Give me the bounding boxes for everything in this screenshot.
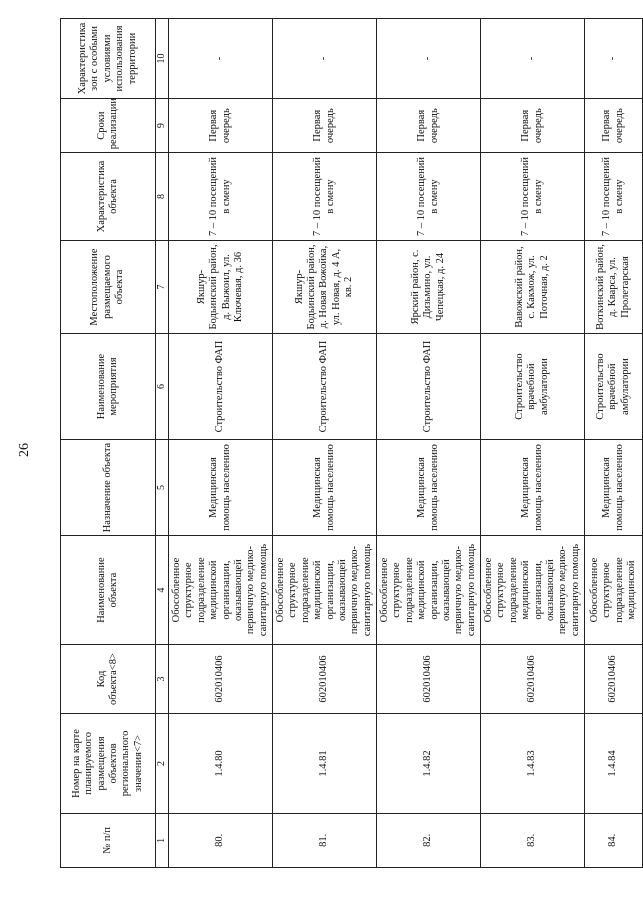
column-number: 5 [156, 439, 169, 536]
cell-action: Строительство врачебной амбулатории [585, 334, 643, 440]
cell-term: Первая очередь [377, 99, 481, 153]
cell-location: Вавожский район, с. Какмож, ул. Поточная, д. 2 [481, 240, 585, 333]
cell-term: Первая очередь [585, 99, 643, 153]
column-number-row [156, 19, 169, 868]
cell-no: 82. [377, 813, 481, 867]
header-cell: Сроки реализации [61, 99, 156, 153]
header-cell: Номер на карте планируемого размещения объектов регионального значения<7> [61, 714, 156, 814]
cell-purpose: Медицинская помощь населению [585, 439, 643, 536]
cell-action: Строительство ФАП [169, 334, 273, 440]
cell-map-no: 1.4.80 [169, 714, 273, 814]
header-cell: Код объекта<8> [61, 644, 156, 713]
cell-term: Первая очередь [273, 99, 377, 153]
objects-table [60, 18, 643, 868]
cell-no: 83. [481, 813, 585, 867]
cell-term: Первая очередь [481, 99, 585, 153]
header-cell: Назначение объекта [61, 439, 156, 536]
cell-name: Обособленное структурное подразделение медицинской организации, оказывающей первичную медико-санитарную помощь [377, 536, 481, 645]
cell-zones: - [273, 19, 377, 99]
header-cell: Характеристика объекта [61, 153, 156, 240]
cell-map-no: 1.4.81 [273, 714, 377, 814]
cell-zones: - [481, 19, 585, 99]
cell-action: Строительство ФАП [377, 334, 481, 440]
cell-action: Строительство ФАП [273, 334, 377, 440]
cell-no: 80. [169, 813, 273, 867]
cell-characteristic: 7 – 10 посещений в смену [377, 153, 481, 240]
column-number: 9 [156, 99, 169, 153]
cell-location: Воткинский район, д. Кварса, ул. Пролетарская [585, 240, 643, 333]
column-number: 7 [156, 240, 169, 333]
cell-name: Обособленное структурное подразделение медицинской организации, оказывающей первичную медико-санитарную помощь [481, 536, 585, 645]
cell-location: Ярский район, с. Дизьмино, ул. Чепецкая, д. 24 [377, 240, 481, 333]
header-cell: Наименование мероприятия [61, 334, 156, 440]
cell-zones: - [585, 19, 643, 99]
table-row [585, 19, 643, 868]
cell-code: 602010406 [481, 644, 585, 713]
cell-purpose: Медицинская помощь населению [481, 439, 585, 536]
column-number: 4 [156, 536, 169, 645]
cell-characteristic: 7 – 10 посещений в смену [585, 153, 643, 240]
column-number: 8 [156, 153, 169, 240]
table-row [273, 19, 377, 868]
cell-zones: - [377, 19, 481, 99]
table-row [377, 19, 481, 868]
cell-characteristic: 7 – 10 посещений в смену [273, 153, 377, 240]
table-row [481, 19, 585, 868]
header-cell: Наименование объекта [61, 536, 156, 645]
cell-location: Якшур-Бодьинский район, д. Выжоил, ул. Ключевая, д. 36 [169, 240, 273, 333]
header-cell: Характеристика зон с особыми условиями использования территории [61, 19, 156, 99]
table-header-row [61, 19, 156, 868]
cell-purpose: Медицинская помощь населению [273, 439, 377, 536]
table-row [169, 19, 273, 868]
page-number: 26 [17, 443, 32, 457]
column-number: 10 [156, 19, 169, 99]
column-number: 2 [156, 714, 169, 814]
cell-map-no: 1.4.83 [481, 714, 585, 814]
cell-action: Строительство врачебной амбулатории [481, 334, 585, 440]
cell-code: 602010406 [377, 644, 481, 713]
cell-name: Обособленное структурное подразделение медицинской [585, 536, 643, 645]
cell-characteristic: 7 – 10 посещений в смену [169, 153, 273, 240]
cell-characteristic: 7 – 10 посещений в смену [481, 153, 585, 240]
cell-no: 81. [273, 813, 377, 867]
cell-term: Первая очередь [169, 99, 273, 153]
column-number: 1 [156, 813, 169, 867]
cell-no: 84. [585, 813, 643, 867]
cell-map-no: 1.4.84 [585, 714, 643, 814]
cell-code: 602010406 [169, 644, 273, 713]
column-number: 6 [156, 334, 169, 440]
cell-map-no: 1.4.82 [377, 714, 481, 814]
column-number: 3 [156, 644, 169, 713]
cell-purpose: Медицинская помощь населению [377, 439, 481, 536]
header-cell: № п/п [61, 813, 156, 867]
document-table-container [60, 18, 637, 868]
cell-zones: - [169, 19, 273, 99]
cell-purpose: Медицинская помощь населению [169, 439, 273, 536]
cell-code: 602010406 [273, 644, 377, 713]
cell-location: Якшур-Бодьинский район, д. Новая Вожойка, ул. Новая, д. 4 А, кв. 2 [273, 240, 377, 333]
cell-code: 602010406 [585, 644, 643, 713]
cell-name: Обособленное структурное подразделение медицинской организации, оказывающей первичную медико-санитарную помощь [273, 536, 377, 645]
cell-name: Обособленное структурное подразделение медицинской организации, оказывающей первичную медико-санитарную помощь [169, 536, 273, 645]
header-cell: Местоположение размещаемого объекта [61, 240, 156, 333]
